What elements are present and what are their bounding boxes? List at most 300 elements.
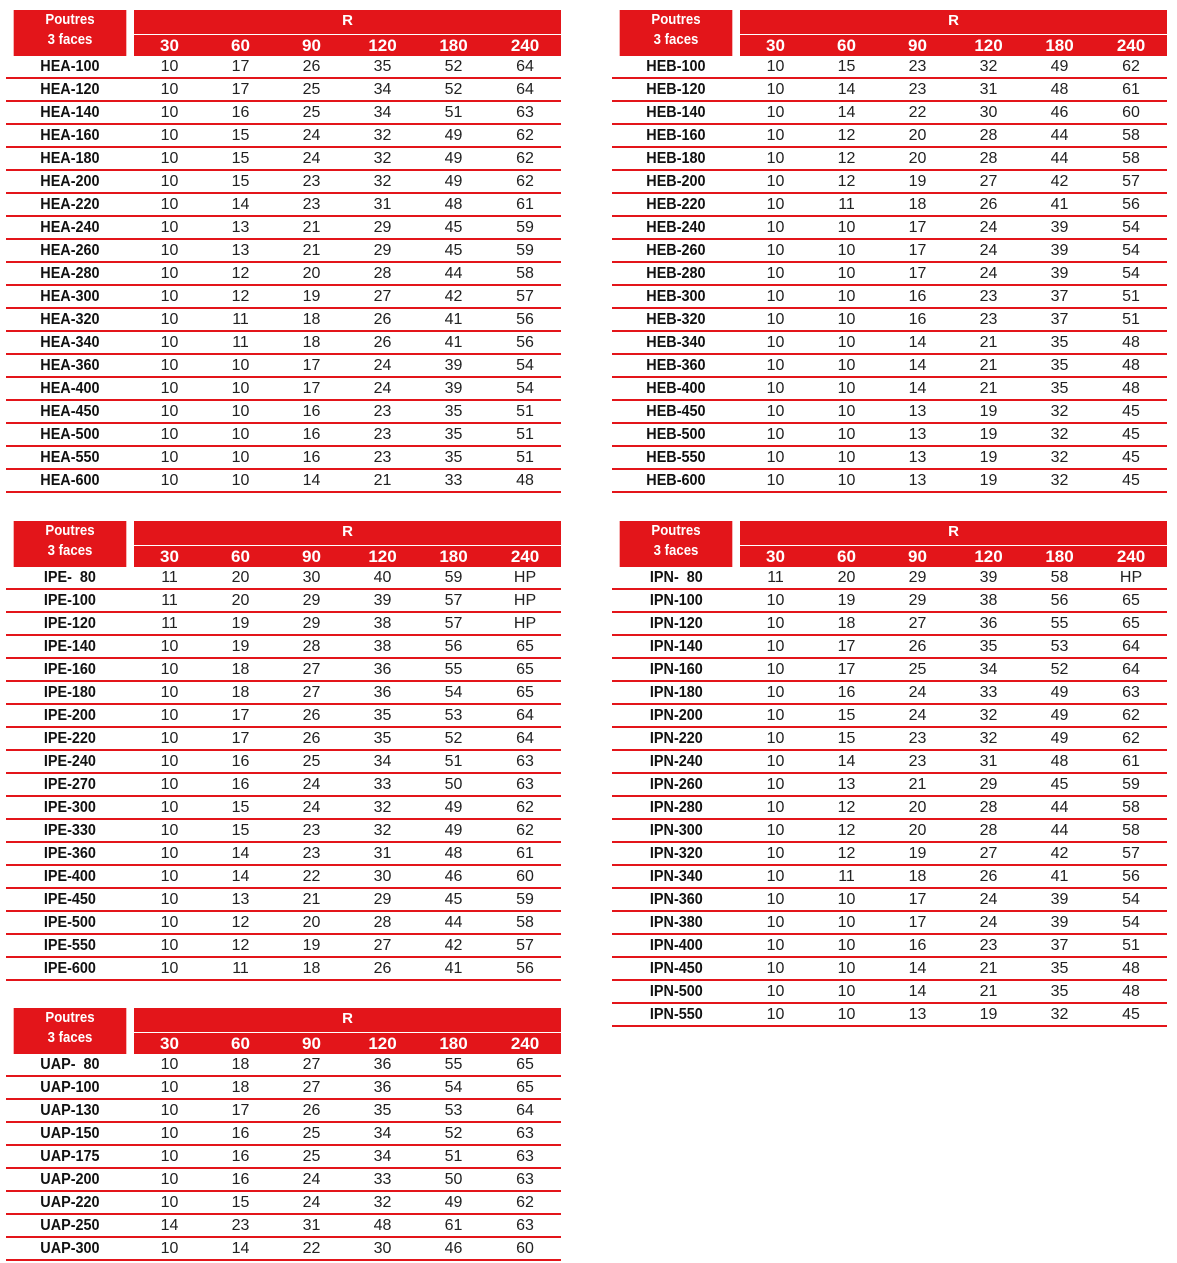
value-cell: 16 [205, 1168, 276, 1191]
beam-name: HEB-300 [646, 287, 706, 305]
beam-header [620, 10, 733, 56]
value-cell: 26 [347, 957, 418, 980]
r-group-header: R [134, 10, 561, 35]
value-cell: 52 [418, 78, 489, 101]
value-cell: 49 [1024, 727, 1095, 750]
value-cell: 23 [347, 446, 418, 469]
value-cell: 52 [1024, 658, 1095, 681]
beam-name: IPN- 80 [649, 568, 703, 586]
table-row [6, 56, 561, 78]
value-cell: 51 [1095, 308, 1167, 331]
value-cell: 52 [418, 56, 489, 78]
value-cell: 64 [1095, 635, 1167, 658]
value-cell: 46 [1024, 101, 1095, 124]
value-cell: 23 [205, 1214, 276, 1237]
value-cell: 22 [882, 101, 953, 124]
value-cell: 10 [134, 193, 205, 216]
value-cell: 50 [418, 773, 489, 796]
table-row [612, 727, 1167, 750]
value-cell: 10 [134, 308, 205, 331]
r-column-header: 90 [882, 35, 953, 57]
value-cell: 14 [882, 354, 953, 377]
value-cell: 15 [205, 170, 276, 193]
r-column-header: 60 [205, 35, 276, 57]
beam-name: IPE-500 [43, 913, 97, 931]
value-cell: 11 [134, 567, 205, 589]
beam-name-cell [612, 101, 740, 124]
value-cell: 26 [276, 727, 347, 750]
value-cell: 10 [740, 101, 811, 124]
value-cell: 17 [882, 216, 953, 239]
value-cell: 39 [418, 377, 489, 400]
value-cell: 20 [882, 147, 953, 170]
beam-name-cell [612, 589, 740, 612]
value-cell: 36 [347, 658, 418, 681]
value-cell: 12 [811, 819, 882, 842]
table-row [6, 1054, 561, 1076]
beam-name: IPN-100 [649, 591, 703, 609]
beam-name-cell [6, 1214, 134, 1237]
beam-name-cell [612, 658, 740, 681]
value-cell: 20 [811, 567, 882, 589]
value-cell: 54 [1095, 262, 1167, 285]
value-cell: 62 [1095, 727, 1167, 750]
r-column-header: 240 [1095, 35, 1167, 57]
value-cell: 25 [276, 78, 347, 101]
table-row [612, 819, 1167, 842]
value-cell: 24 [953, 239, 1024, 262]
value-cell: 32 [953, 56, 1024, 78]
value-cell: 10 [134, 773, 205, 796]
value-cell: 23 [882, 727, 953, 750]
beam-name-cell [6, 773, 134, 796]
value-cell: 10 [811, 262, 882, 285]
value-cell: 18 [205, 1054, 276, 1076]
value-cell: 64 [489, 1099, 561, 1122]
value-cell: 48 [489, 469, 561, 492]
value-cell: 60 [489, 1237, 561, 1260]
value-cell: 23 [953, 285, 1024, 308]
value-cell: 10 [740, 216, 811, 239]
value-cell: 42 [1024, 170, 1095, 193]
value-cell: 48 [347, 1214, 418, 1237]
value-cell: 13 [882, 446, 953, 469]
value-cell: 56 [418, 635, 489, 658]
value-cell: 10 [205, 446, 276, 469]
r-column-header: 240 [489, 546, 561, 568]
value-cell: 31 [953, 750, 1024, 773]
value-cell: 32 [347, 147, 418, 170]
value-cell: 58 [1024, 567, 1095, 589]
value-cell: 10 [134, 911, 205, 934]
value-cell: 38 [953, 589, 1024, 612]
r-column-header: 180 [1024, 35, 1095, 57]
beam-header-line1: Poutres [651, 11, 701, 28]
value-cell: 56 [489, 331, 561, 354]
beam-name: UAP-100 [40, 1078, 100, 1096]
value-cell: 17 [205, 78, 276, 101]
value-cell: 12 [205, 285, 276, 308]
value-cell: 20 [276, 911, 347, 934]
table-row [6, 331, 561, 354]
value-cell: 23 [276, 819, 347, 842]
beam-name: IPE-360 [43, 844, 97, 862]
value-cell: 54 [418, 681, 489, 704]
table-row [612, 658, 1167, 681]
value-cell: 12 [205, 934, 276, 957]
value-cell: 10 [811, 400, 882, 423]
value-cell: 35 [953, 635, 1024, 658]
beam-name: IPN-340 [649, 867, 703, 885]
beam-name: IPN-500 [649, 982, 703, 1000]
value-cell: 51 [418, 101, 489, 124]
beam-name-cell [6, 56, 134, 78]
r-column-header: 30 [740, 546, 811, 568]
value-cell: 14 [811, 101, 882, 124]
value-cell: 32 [347, 170, 418, 193]
beam-name: HEB-400 [646, 379, 706, 397]
table-row [6, 400, 561, 423]
beam-name-cell [612, 934, 740, 957]
value-cell: 27 [276, 681, 347, 704]
value-cell: 49 [1024, 56, 1095, 78]
beam-name: IPE-400 [43, 867, 97, 885]
value-cell: 13 [205, 888, 276, 911]
value-cell: 23 [882, 78, 953, 101]
value-cell: 40 [347, 567, 418, 589]
beam-name-cell [612, 56, 740, 78]
value-cell: 26 [347, 308, 418, 331]
value-cell: 12 [811, 842, 882, 865]
beam-header-line1: Poutres [45, 522, 95, 539]
beam-name-cell [6, 1168, 134, 1191]
value-cell: 10 [134, 1122, 205, 1145]
beam-name: IPE-600 [43, 959, 97, 977]
value-cell: 42 [418, 934, 489, 957]
table-row [6, 101, 561, 124]
r-group-header: R [134, 521, 561, 546]
beam-name: HEB-340 [646, 333, 706, 351]
beam-name-cell [6, 400, 134, 423]
value-cell: 51 [1095, 285, 1167, 308]
value-cell: 39 [1024, 888, 1095, 911]
value-cell: 23 [953, 934, 1024, 957]
value-cell: 10 [134, 124, 205, 147]
beam-name: IPN-200 [649, 706, 703, 724]
value-cell: 10 [740, 819, 811, 842]
value-cell: 56 [1095, 865, 1167, 888]
value-cell: 10 [740, 727, 811, 750]
value-cell: 61 [489, 193, 561, 216]
value-cell: 65 [489, 1076, 561, 1099]
value-cell: 39 [418, 354, 489, 377]
table-row [6, 589, 561, 612]
value-cell: 10 [740, 354, 811, 377]
value-cell: 38 [347, 612, 418, 635]
beam-name: IPE-550 [43, 936, 97, 954]
value-cell: 10 [811, 377, 882, 400]
value-cell: 14 [882, 331, 953, 354]
value-cell: 49 [418, 147, 489, 170]
table-row [612, 469, 1167, 492]
value-cell: 10 [134, 635, 205, 658]
value-cell: 18 [205, 658, 276, 681]
value-cell: 18 [276, 331, 347, 354]
value-cell: 45 [1095, 446, 1167, 469]
value-cell: 48 [1095, 377, 1167, 400]
value-cell: 11 [205, 331, 276, 354]
beam-name-cell [6, 1191, 134, 1214]
value-cell: 10 [134, 285, 205, 308]
value-cell: 64 [1095, 658, 1167, 681]
beam-name-cell [6, 1237, 134, 1260]
value-cell: 53 [418, 704, 489, 727]
value-cell: 29 [882, 589, 953, 612]
value-cell: 10 [134, 170, 205, 193]
beam-name-cell [6, 239, 134, 262]
beam-name: IPE- 80 [43, 568, 97, 586]
value-cell: 11 [740, 567, 811, 589]
table-row [612, 423, 1167, 446]
beam-name: HEA-180 [40, 149, 100, 167]
table-row [612, 78, 1167, 101]
beam-name-cell [612, 423, 740, 446]
value-cell: 39 [1024, 911, 1095, 934]
r-column-header: 90 [882, 546, 953, 568]
table-row [6, 888, 561, 911]
value-cell: 39 [1024, 239, 1095, 262]
beam-name-cell [612, 842, 740, 865]
value-cell: 13 [882, 400, 953, 423]
beam-name: HEA-260 [40, 241, 100, 259]
value-cell: 10 [205, 423, 276, 446]
value-cell: 19 [953, 469, 1024, 492]
beam-name-cell [612, 773, 740, 796]
value-cell: 28 [276, 635, 347, 658]
value-cell: 42 [1024, 842, 1095, 865]
value-cell: 33 [347, 1168, 418, 1191]
value-cell: 10 [740, 170, 811, 193]
table-row [6, 1122, 561, 1145]
beam-name: IPN-400 [649, 936, 703, 954]
value-cell: 10 [134, 78, 205, 101]
table-row [6, 147, 561, 170]
beam-name: IPE-120 [43, 614, 97, 632]
value-cell: 36 [953, 612, 1024, 635]
beam-name-cell [612, 727, 740, 750]
beam-name-cell [6, 1122, 134, 1145]
value-cell: 10 [740, 658, 811, 681]
value-cell: 10 [811, 331, 882, 354]
table-row [612, 957, 1167, 980]
beam-name-cell [6, 681, 134, 704]
value-cell: 45 [418, 239, 489, 262]
value-cell: 11 [205, 957, 276, 980]
ipn-table [612, 521, 1167, 1027]
value-cell: 10 [740, 796, 811, 819]
beam-header-line1: Poutres [45, 1009, 95, 1026]
value-cell: 24 [882, 681, 953, 704]
beam-name-cell [6, 750, 134, 773]
value-cell: 18 [276, 308, 347, 331]
table-row [612, 1003, 1167, 1026]
value-cell: 24 [953, 262, 1024, 285]
value-cell: 62 [1095, 56, 1167, 78]
value-cell: 20 [205, 567, 276, 589]
beam-name: IPN-180 [649, 683, 703, 701]
beam-name: IPN-360 [649, 890, 703, 908]
value-cell: 19 [882, 170, 953, 193]
value-cell: 10 [134, 446, 205, 469]
value-cell: 16 [276, 423, 347, 446]
table-row [612, 56, 1167, 78]
value-cell: 56 [1095, 193, 1167, 216]
r-group-header: R [740, 521, 1167, 546]
value-cell: 48 [1095, 354, 1167, 377]
beam-name-cell [6, 354, 134, 377]
beam-name: IPN-120 [649, 614, 703, 632]
value-cell: 13 [205, 216, 276, 239]
beam-name-cell [6, 957, 134, 980]
value-cell: 10 [740, 446, 811, 469]
beam-name: IPN-300 [649, 821, 703, 839]
value-cell: 63 [489, 1145, 561, 1168]
value-cell: 51 [418, 1145, 489, 1168]
value-cell: 56 [489, 957, 561, 980]
r-column-header: 30 [134, 1033, 205, 1055]
value-cell: 29 [953, 773, 1024, 796]
value-cell: 59 [489, 888, 561, 911]
value-cell: 63 [489, 101, 561, 124]
beam-name: UAP-300 [40, 1239, 100, 1257]
value-cell: 10 [811, 423, 882, 446]
value-cell: 30 [953, 101, 1024, 124]
value-cell: 41 [1024, 193, 1095, 216]
value-cell: 17 [205, 727, 276, 750]
value-cell: 10 [811, 354, 882, 377]
value-cell: 32 [953, 727, 1024, 750]
table-row [6, 773, 561, 796]
value-cell: 10 [740, 285, 811, 308]
value-cell: 52 [418, 727, 489, 750]
value-cell: 65 [1095, 612, 1167, 635]
value-cell: 11 [811, 865, 882, 888]
value-cell: 48 [1095, 957, 1167, 980]
value-cell: 32 [347, 1191, 418, 1214]
value-cell: 10 [134, 239, 205, 262]
value-cell: 18 [882, 865, 953, 888]
value-cell: 10 [811, 308, 882, 331]
beam-name-cell [612, 446, 740, 469]
value-cell: 19 [953, 446, 1024, 469]
value-cell: 10 [740, 888, 811, 911]
value-cell: 15 [811, 704, 882, 727]
value-cell: 25 [276, 750, 347, 773]
table-row [612, 888, 1167, 911]
value-cell: 35 [347, 704, 418, 727]
value-cell: 17 [276, 354, 347, 377]
value-cell: 54 [418, 1076, 489, 1099]
value-cell: 20 [882, 819, 953, 842]
value-cell: 59 [489, 216, 561, 239]
value-cell: 59 [1095, 773, 1167, 796]
value-cell: 10 [811, 911, 882, 934]
value-cell: 23 [276, 170, 347, 193]
table-row [612, 750, 1167, 773]
beam-name-cell [612, 980, 740, 1003]
value-cell: 10 [740, 331, 811, 354]
value-cell: 51 [418, 750, 489, 773]
value-cell: 41 [418, 331, 489, 354]
value-cell: 21 [953, 377, 1024, 400]
value-cell: 42 [418, 285, 489, 308]
beam-name-cell [6, 124, 134, 147]
value-cell: 45 [418, 888, 489, 911]
beam-name-cell [612, 78, 740, 101]
value-cell: HP [1095, 567, 1167, 589]
value-cell: 10 [134, 331, 205, 354]
table-row [6, 957, 561, 980]
r-column-header: 60 [205, 546, 276, 568]
value-cell: 10 [740, 193, 811, 216]
value-cell: 14 [205, 193, 276, 216]
value-cell: 30 [276, 567, 347, 589]
value-cell: 48 [418, 193, 489, 216]
value-cell: 16 [276, 400, 347, 423]
table-row [612, 308, 1167, 331]
value-cell: 58 [1095, 819, 1167, 842]
beam-name: HEB-120 [646, 80, 706, 98]
value-cell: 63 [489, 1168, 561, 1191]
value-cell: 21 [276, 216, 347, 239]
value-cell: 13 [882, 423, 953, 446]
value-cell: 27 [882, 612, 953, 635]
value-cell: 54 [1095, 888, 1167, 911]
value-cell: 19 [276, 285, 347, 308]
value-cell: 10 [740, 589, 811, 612]
value-cell: 10 [134, 101, 205, 124]
table-row [612, 193, 1167, 216]
value-cell: 19 [882, 842, 953, 865]
value-cell: 29 [347, 239, 418, 262]
value-cell: 15 [205, 147, 276, 170]
beam-name: IPE-140 [43, 637, 97, 655]
beam-name: HEA-550 [40, 448, 100, 466]
beam-name-cell [6, 216, 134, 239]
value-cell: 10 [740, 911, 811, 934]
value-cell: 16 [205, 1145, 276, 1168]
value-cell: 10 [134, 957, 205, 980]
value-cell: 36 [347, 1076, 418, 1099]
value-cell: 10 [740, 400, 811, 423]
value-cell: 10 [134, 262, 205, 285]
value-cell: 17 [205, 1099, 276, 1122]
value-cell: 10 [134, 56, 205, 78]
value-cell: 10 [811, 446, 882, 469]
table-row [6, 842, 561, 865]
table-row [612, 377, 1167, 400]
value-cell: 12 [811, 124, 882, 147]
value-cell: 54 [489, 377, 561, 400]
value-cell: 10 [740, 377, 811, 400]
value-cell: 35 [418, 446, 489, 469]
value-cell: 23 [276, 193, 347, 216]
value-cell: 49 [418, 124, 489, 147]
value-cell: 35 [418, 423, 489, 446]
value-cell: 62 [1095, 704, 1167, 727]
beam-name-cell [612, 262, 740, 285]
r-column-header: 30 [740, 35, 811, 57]
